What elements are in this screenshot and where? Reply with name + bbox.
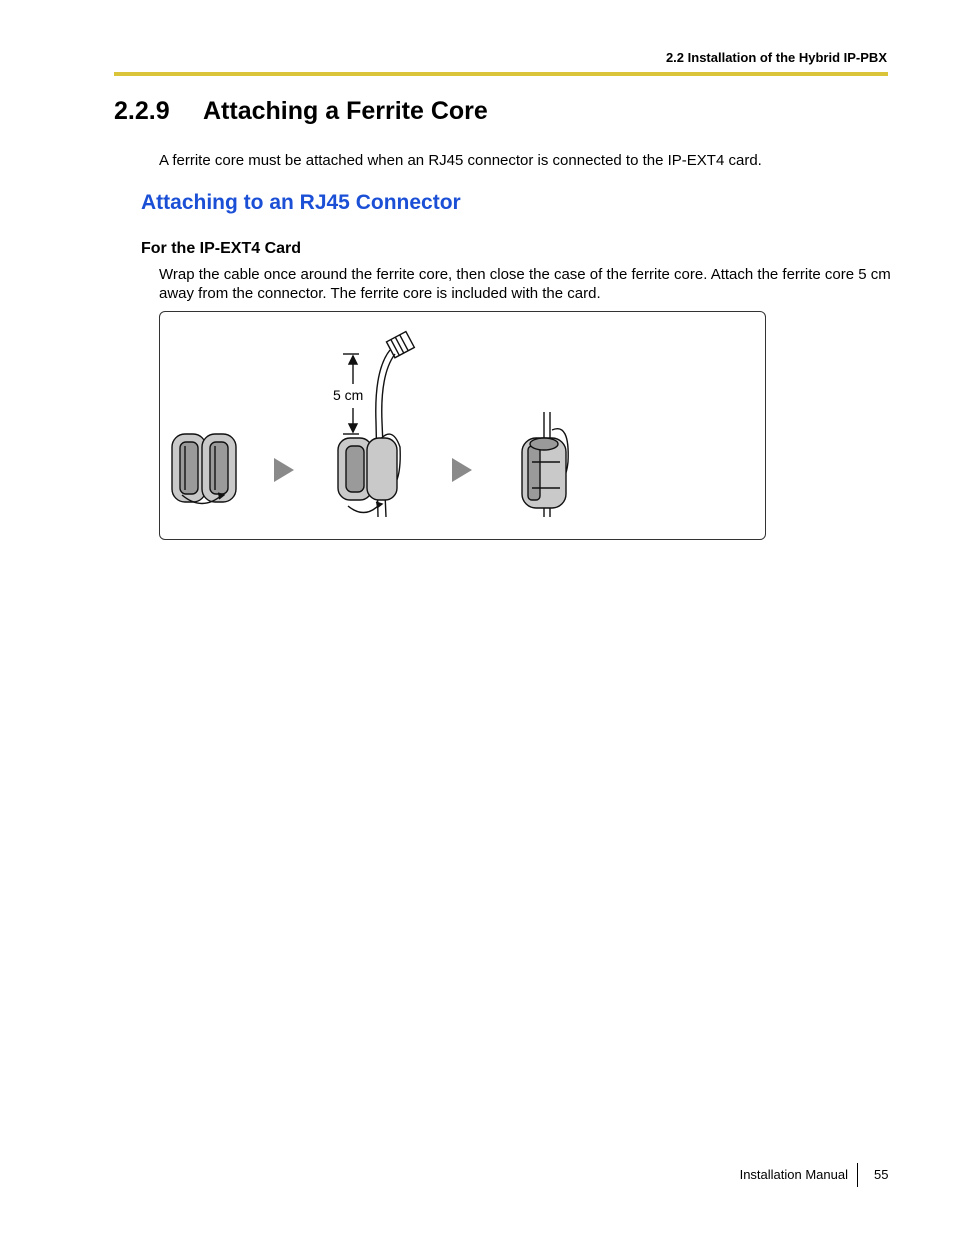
running-header: 2.2 Installation of the Hybrid IP-PBX bbox=[665, 50, 887, 65]
footer-divider bbox=[857, 1163, 858, 1187]
intro-paragraph: A ferrite core must be attached when an RJ45 connector is connected to the IP-EXT4 card. bbox=[159, 152, 762, 169]
ferrite-figure bbox=[159, 311, 766, 540]
page-number: 55 bbox=[874, 1167, 889, 1182]
step-arrow-1 bbox=[274, 458, 294, 482]
instructions-paragraph: Wrap the cable once around the ferrite core, then close the case of the ferrite core. Attach the ferrite core 5 cm away from the connector. The ferrite core is included with the card. bbox=[159, 266, 891, 302]
subsection-title: Attaching to an RJ45 Connector bbox=[141, 191, 461, 214]
step-arrow-2 bbox=[452, 458, 472, 482]
distance-label: 5 cm bbox=[333, 387, 364, 403]
section-title: Attaching a Ferrite Core bbox=[203, 97, 488, 125]
cable-wrapped-core-illustration bbox=[338, 332, 414, 517]
open-ferrite-core-illustration bbox=[172, 434, 236, 504]
card-heading: For the IP-EXT4 Card bbox=[141, 240, 302, 257]
header-rule bbox=[114, 72, 888, 76]
footer-manual-name: Installation Manual bbox=[739, 1167, 848, 1182]
section-number: 2.2.9 bbox=[114, 97, 170, 125]
section-heading bbox=[114, 97, 488, 126]
closed-ferrite-core-illustration bbox=[522, 412, 568, 517]
